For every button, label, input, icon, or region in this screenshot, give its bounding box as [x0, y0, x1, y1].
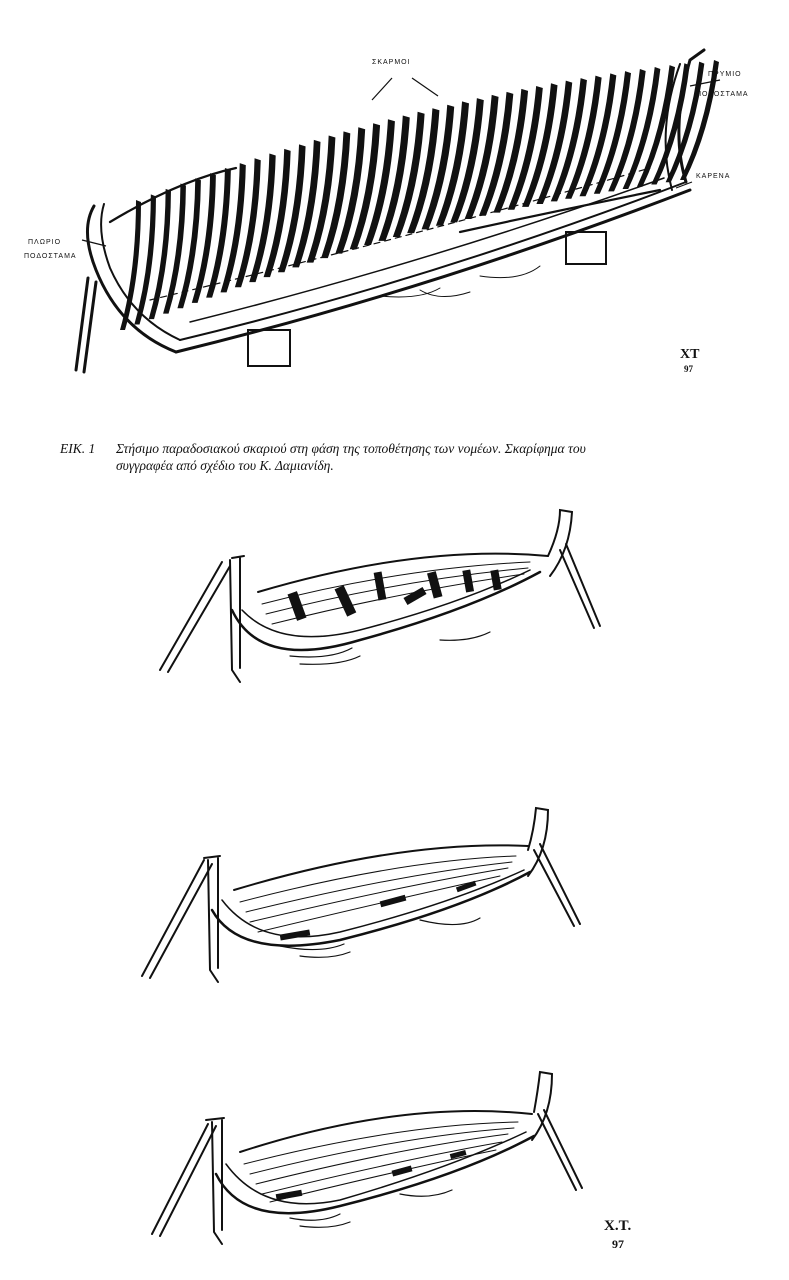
- label-plorio-line1: ΠΛΩΡΙΟ: [28, 239, 62, 246]
- caption-line-1: Στήσιμο παραδοσιακού σκαριού στη φάση της τοποθέτησης των νομέων. Σκαρίφημα του: [116, 441, 586, 456]
- figure-2-drawing: [0, 500, 789, 1270]
- signature-initials-1: ΧΤ: [680, 347, 700, 362]
- signature-initials-2: Χ.Τ.: [604, 1218, 632, 1234]
- signature-year-2: 97: [612, 1237, 624, 1251]
- label-prymio-line2: ΠΟΔΟΣΤΑΜΑ: [696, 91, 749, 98]
- figure-1-drawing: [0, 0, 789, 420]
- figure-caption: [60, 440, 740, 474]
- hull-sketch-a: [160, 510, 600, 682]
- label-skarmoi: ΣΚΑΡΜΟΙ: [372, 59, 411, 66]
- frame-ribs: [120, 60, 719, 330]
- caption-number: ΕΙΚ. 1: [60, 441, 96, 456]
- caption-line-2: συγγραφέα από σχέδιο του Κ. Δαμιανίδη.: [116, 458, 334, 473]
- floor-timbers-b: [280, 881, 477, 941]
- hull-sketch-c: [152, 1072, 582, 1244]
- label-plorio-line2: ΠΟΔΟΣΤΑΜΑ: [24, 253, 77, 260]
- hull-sketch-b: [142, 808, 580, 982]
- label-prymio-line1: ΠΡΥΜΙΟ: [708, 71, 742, 78]
- signature-year-1: 97: [684, 364, 693, 374]
- label-karena: ΚΑΡΕΝΑ: [696, 173, 731, 180]
